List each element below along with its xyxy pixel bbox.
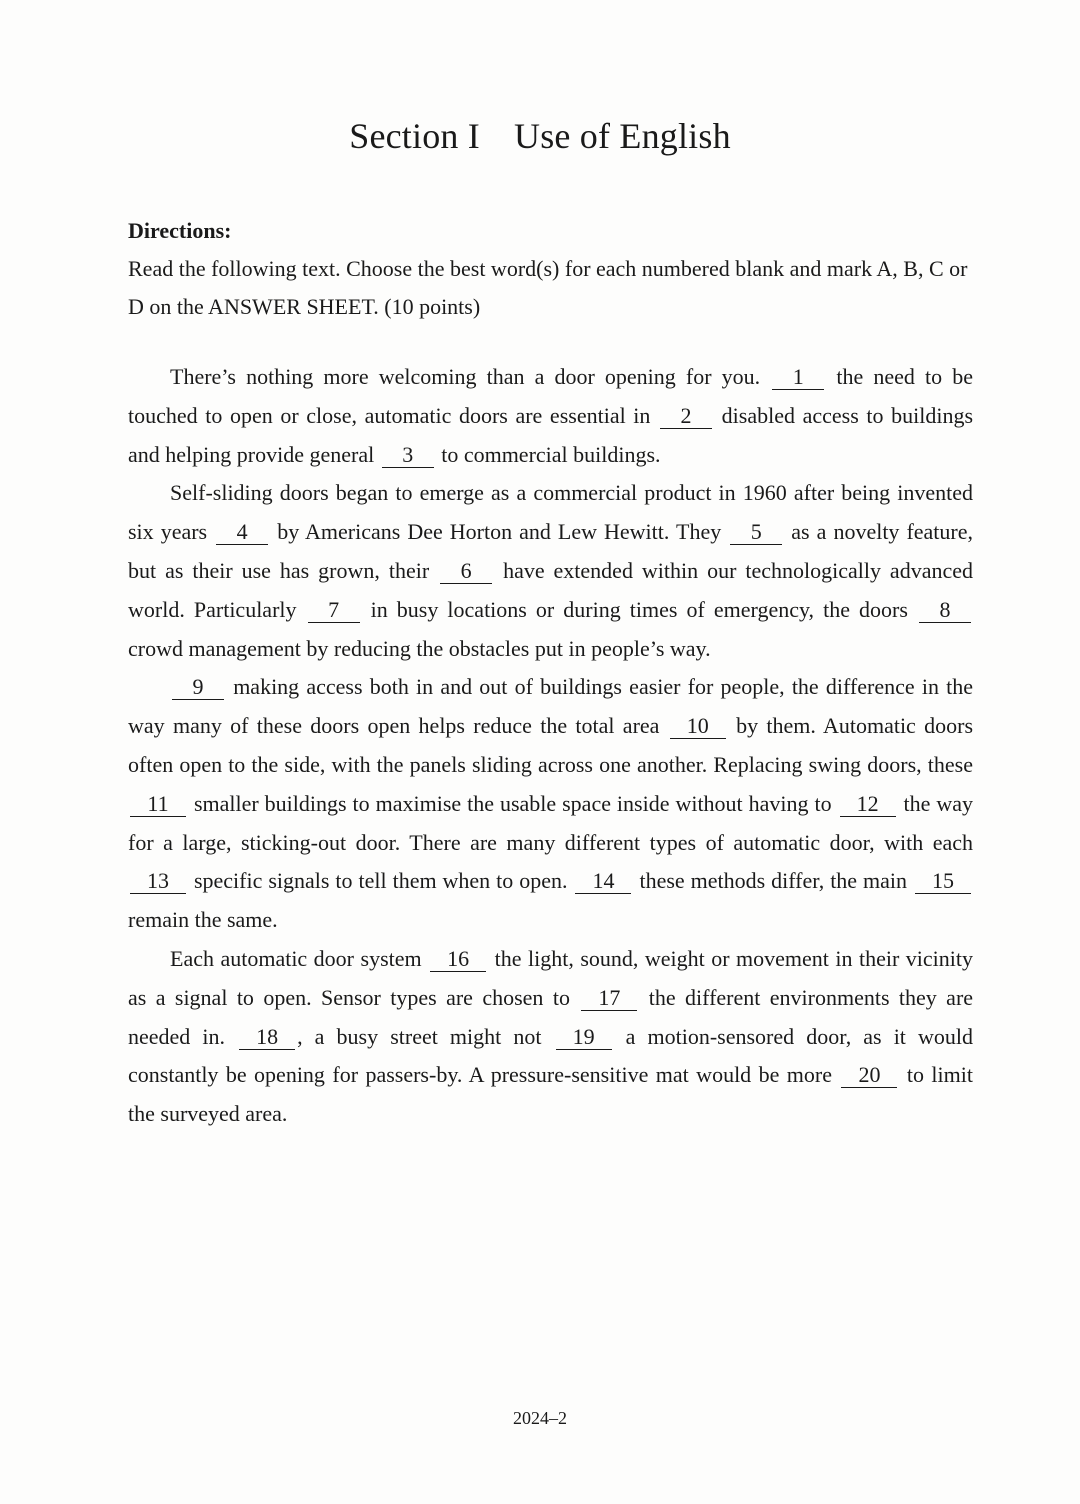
- section-title: [0, 112, 1080, 160]
- passage-text: have extended within our technologically advanced world. Particularly: [128, 557, 973, 622]
- page-footer: [0, 1406, 1080, 1430]
- passage-text: the way for a large, sticking-out door. There are many different types of automatic door, with each: [128, 790, 974, 855]
- blank-17: 17: [581, 986, 637, 1011]
- blank-16: 16: [430, 947, 486, 972]
- passage-text: disabled access to buildings and helping provide general: [128, 402, 974, 467]
- passage-text: the different environments they are needed in.: [128, 984, 974, 1049]
- blank-6: 6: [440, 559, 492, 584]
- section-label: Section I: [349, 116, 480, 156]
- blank-1: 1: [772, 365, 824, 390]
- blank-10: 10: [670, 714, 726, 739]
- passage-text: these methods differ, the main: [639, 868, 908, 894]
- paragraph-4: [128, 940, 973, 1134]
- passage-text: making access both in and out of buildings easier for people, the difference in the way many of these doors open helps reduce the total area: [128, 674, 974, 739]
- blank-20: 20: [841, 1063, 897, 1088]
- passage-text: in busy locations or during times of emergency, the doors: [370, 596, 908, 622]
- passage-text: smaller buildings to maximise the usable space inside without having to: [193, 790, 832, 816]
- blank-2: 2: [660, 404, 712, 429]
- blank-19: 19: [556, 1025, 612, 1050]
- passage-text: Each automatic door system: [170, 945, 422, 971]
- blank-7: 7: [308, 598, 360, 623]
- passage-text: a motion-sensored door, as it would constantly be opening for passers-by. A pressure-sensitive mat would be more: [128, 1023, 974, 1088]
- blank-8: 8: [919, 598, 971, 623]
- paragraph-2: [128, 474, 973, 668]
- passage-text: the light, sound, weight or movement in their vicinity as a signal to open. Sensor types are chosen to: [128, 945, 974, 1010]
- section-heading: Use of English: [514, 116, 731, 156]
- passage: [128, 358, 973, 1134]
- passage-text: remain the same.: [128, 907, 278, 933]
- paragraph-3: [128, 668, 973, 940]
- passage-text: Self-sliding doors began to emerge as a commercial product in 1960 after being invented six years: [128, 480, 973, 545]
- passage-text: specific signals to tell them when to open.: [193, 868, 568, 894]
- passage-text: There’s nothing more welcoming than a door opening for you.: [170, 364, 761, 389]
- blank-9: 9: [172, 675, 224, 700]
- directions-text: Read the following text. Choose the best word(s) for each numbered blank and mark A, B, C or D on the ANSWER SHEET. (10 points): [128, 256, 968, 319]
- passage-text: the need to be touched to open or close, automatic doors are essential in: [128, 364, 974, 428]
- blank-15: 15: [915, 869, 971, 894]
- passage-text: as a novelty feature, but as their use has grown, their: [128, 519, 974, 583]
- directions-block: [128, 212, 973, 326]
- blank-18: 18: [239, 1025, 295, 1050]
- passage-text: crowd management by reducing the obstacles put in people’s way.: [128, 635, 711, 661]
- page-code: 2024–2: [513, 1408, 567, 1428]
- blank-13: 13: [130, 869, 186, 894]
- blank-5: 5: [730, 520, 782, 545]
- passage-text: to limit the surveyed area.: [128, 1062, 973, 1127]
- blank-4: 4: [216, 520, 268, 545]
- blank-14: 14: [575, 869, 631, 894]
- paragraph-1: [128, 358, 973, 474]
- passage-text: by Americans Dee Horton and Lew Hewitt. They: [277, 519, 722, 545]
- directions-heading: Directions:: [128, 218, 232, 243]
- passage-text: by them. Automatic doors often open to the side, with the panels sliding across one another. Replacing swing doors, these: [128, 713, 974, 777]
- blank-3: 3: [382, 443, 434, 468]
- passage-text: , a busy street might not: [297, 1023, 542, 1049]
- blank-11: 11: [130, 792, 186, 817]
- blank-12: 12: [840, 792, 896, 817]
- passage-text: to commercial buildings.: [441, 441, 661, 467]
